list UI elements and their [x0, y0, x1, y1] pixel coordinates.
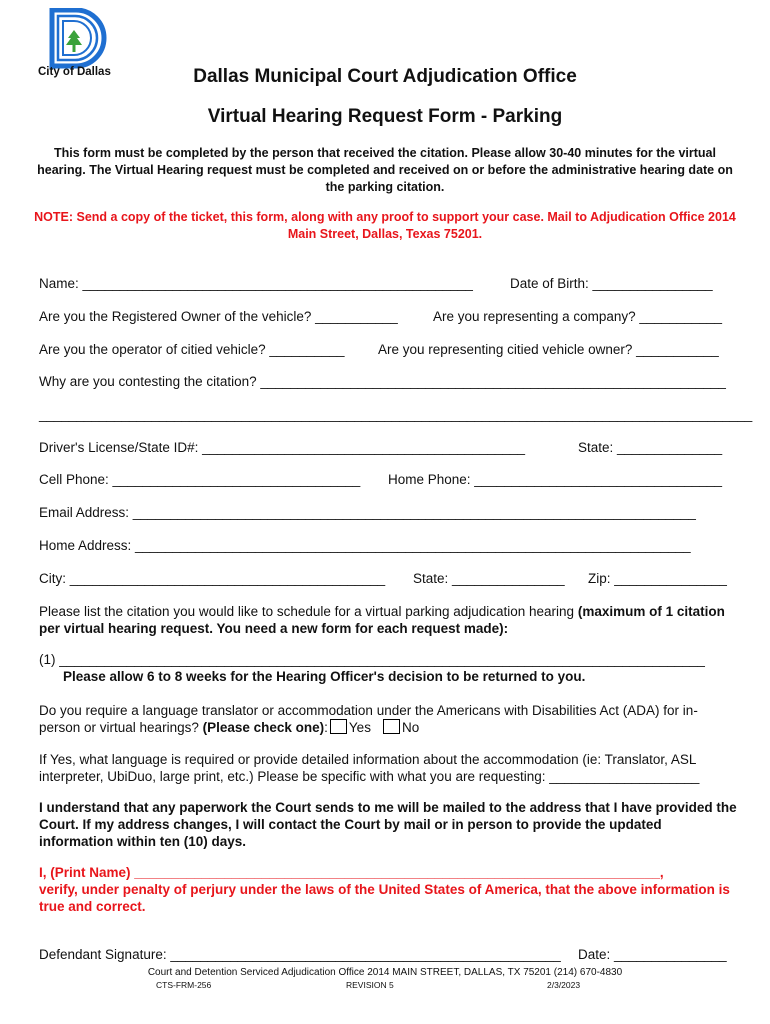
address-acknowledgement: I understand that any paperwork the Court sends to me will be mailed to the address that I have provided the Court. If my address changes, I will contact the Court by mail or in person to provide the updated information within ten (10) days.	[39, 800, 737, 849]
license-state-field[interactable]: State: ______________	[578, 440, 723, 455]
citation-line[interactable]: (1) ______________________________________________________________________________________	[39, 652, 705, 667]
intro-text: This form must be completed by the person that received the citation. Please allow 30-40 minutes for the virtual hearing. The Virtual Hearing request must be completed and received on or before the administrative hearing date on the parking citation.	[37, 146, 733, 194]
perjury-declaration: verify, under penalty of perjury under the laws of the United States of America, that the above information is true and correct.	[39, 882, 730, 914]
form-id: CTS-FRM-256	[156, 980, 212, 990]
cell-phone-field[interactable]: Cell Phone: _________________________________	[39, 472, 361, 487]
home-address-field[interactable]: Home Address: __________________________________________________________________________	[39, 538, 691, 553]
operator-field[interactable]: Are you the operator of citied vehicle? __________	[39, 342, 345, 357]
accommodation-details-field[interactable]: If Yes, what language is required or provide detailed information about the accommodation (ie: Translator, ASL interpreter, UbiDuo, large print, etc.) Please be specific with what you are requesting: ____________________	[39, 752, 700, 784]
address-state-field[interactable]: State: _______________	[413, 571, 565, 586]
no-label: No	[401, 720, 420, 735]
footer-address: Court and Detention Serviced Adjudication Office 2014 MAIN STREET, DALLAS, TX 75201 (214) 670-4830	[147, 967, 623, 978]
page-title: Dallas Municipal Court Adjudication Office	[193, 66, 577, 87]
yes-label: Yes	[348, 720, 371, 735]
decision-notice: Please allow 6 to 8 weeks for the Hearing Officer's decision to be returned to you.	[63, 669, 586, 684]
contesting-reason-line2[interactable]: _______________________________________________________________________________________________	[39, 407, 753, 422]
city-field[interactable]: City: __________________________________________	[39, 571, 386, 586]
form-subtitle: Virtual Hearing Request Form - Parking	[207, 106, 563, 127]
form-date: 2/3/2023	[547, 980, 581, 990]
zip-field[interactable]: Zip: _______________	[588, 571, 727, 586]
email-field[interactable]: Email Address: ___________________________________________________________________________	[39, 505, 696, 520]
name-field[interactable]: Name: ____________________________________________________	[39, 276, 473, 291]
signature-date-field[interactable]: Date: _______________	[578, 947, 727, 962]
date-of-birth-field[interactable]: Date of Birth: ________________	[510, 276, 713, 291]
contesting-reason-field[interactable]: Why are you contesting the citation? ______________________________________________________________	[39, 374, 726, 389]
home-phone-field[interactable]: Home Phone: _________________________________	[388, 472, 723, 487]
mailing-note: NOTE: Send a copy of the ticket, this form, along with any proof to support your case. Mail to Adjudication Office 2014 Main Street, Dallas, Texas 75201.	[34, 210, 736, 241]
representing-company-field[interactable]: Are you representing a company? ___________	[433, 309, 722, 324]
print-name-field[interactable]: I, (Print Name) ______________________________________________________________________,	[39, 865, 664, 880]
logo-text: City of Dallas	[38, 66, 111, 78]
drivers-license-field[interactable]: Driver's License/State ID#: ___________________________________________	[39, 440, 525, 455]
defendant-signature-field[interactable]: Defendant Signature: ____________________________________________________	[39, 947, 561, 962]
no-checkbox[interactable]	[383, 719, 400, 734]
accommodation-question: Do you require a language translator or accommodation under the Americans with Disabilities Act (ADA) for in-person or virtual hearings? (Please check one): Yes No	[39, 703, 698, 735]
representing-owner-field[interactable]: Are you representing citied vehicle owner? ___________	[378, 342, 719, 357]
revision: REVISION 5	[346, 980, 394, 990]
citation-instruction: Please list the citation you would like to schedule for a virtual parking adjudication hearing (maximum of 1 citation per virtual hearing request. You need a new form for each request made):	[39, 604, 725, 636]
yes-checkbox[interactable]	[330, 719, 347, 734]
registered-owner-field[interactable]: Are you the Registered Owner of the vehicle? ___________	[39, 309, 398, 324]
